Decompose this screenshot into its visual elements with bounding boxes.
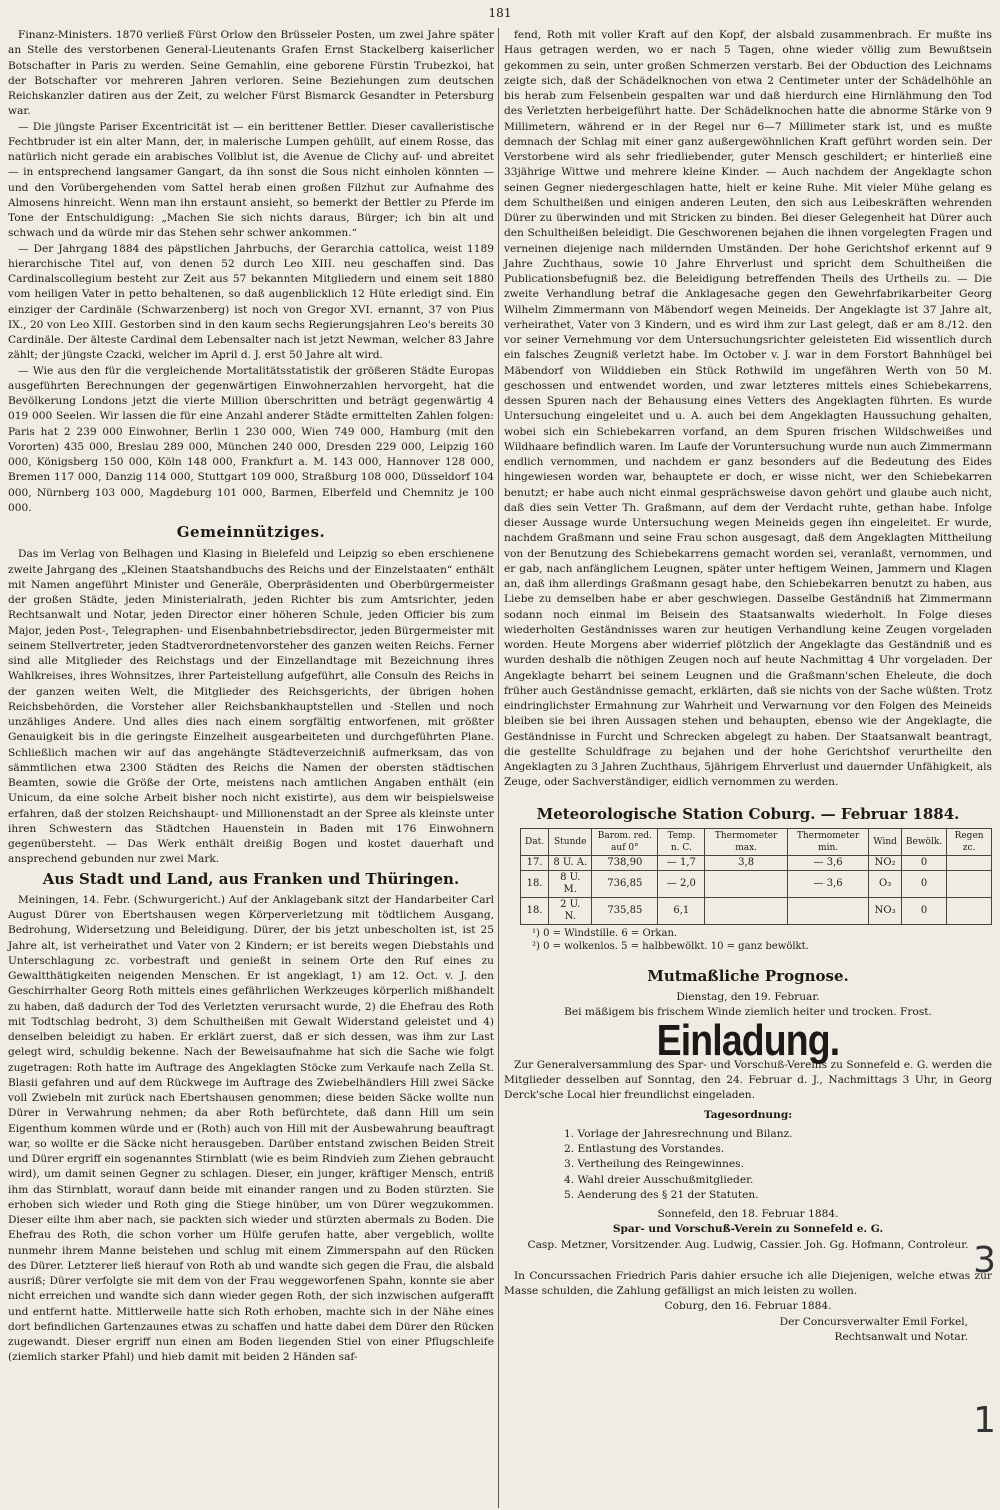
invitation-organization: Spar- und Vorschuß-Verein zu Sonnefeld e. G. <box>612 1223 884 1236</box>
table-cell: 3,8 <box>705 855 787 870</box>
table-cell: — 2,0 <box>658 870 705 897</box>
article-meiningen: Meiningen, 14. Febr. (Schwurgericht.) Auf der Anklagebank sitzt der Handarbeiter Carl August Dürer von Ebertshausen wegen Körperverletzung mit tödtlichem Ausgang, Bedrohung, Widersetzung und Beleidigung. Dürer, der bis jetzt unbescholten ist, ist 25 Jahre alt, ist verheirathet und Vater von 2 Kindern; er ist bereits wegen Diebstahls und Unterschlagung zc. vorbestraft und genießt in seinem Orte den Ruf eines zu Gewaltthätigkeiten neigenden Menschen. Er ist angeklagt, 1) am 12. Oct. v. J. den Geschirrhalter Georg Roth mittels eines gefährlichen Werkzeuges körperlich mißhandelt zu haben, daß dadurch der Tod des Verletzten verursacht wurde, 2) die Ehefrau des Roth mit Todtschlag bedroht, 3) dem Schultheißen mit Gewalt Widerstand geleistet und 4) denselben beleidigt zu haben. Er erklärt zuerst, daß er sich dessen, was ihm zur Last gelegt wird, schuldig bekenne. Nach der Beweisaufnahme hat sich die Sache wie folgt zugetragen: Roth hatte im Auftrage des Angeklagten Stöcke zum Verkaufe nach Zella St. Blasii gefahren und auf dem Rückwege im Auftrage des Zwiebelhändlers Hill zwei Säcke voll Zwiebeln mit zurück nach Ebertshausen genommen; diese beiden Säcke wollte nun Dürer in Verwahrung nehmen; da aber Roth befürchtete, daß dann Hill um sein Eigenthum kommen würde und er (Roth) auch von Hill mit der Ausbewahrung beauftragt war, so wollte er die Säcke nicht herausgeben. Darüber entstand zwischen Beiden Streit und Dürer ergriff ein sogenanntes Stirnblatt (wie es beim Rindvieh zum Ziehen gebraucht wird), um damit seinen Gegner zu schlagen. Dieser, ein junger, kräftiger Mensch, entriß ihm das Stirnblatt, worauf dann beide mit einander rangen und zu Boden stürzten. Sie erhoben sich wieder und Roth ging die Stiege hinüber, um von Dürer wegzukommen. Dieser eilte ihm aber nach, sie packten sich wieder und stürzten abermals zu Boden. Die Ehefrau des Roth, die schon vorher um Hülfe gerufen hatte, aber vergeblich, wollte nunmehr ihrem Manne beistehen und schlug mit einem Zimmerspahn auf den Rücken des Dürer. Letzterer ließ hierauf von Roth ab und wandte sich gegen die Frau, die alsbald ausriß; Dürer verfolgte sie mit dem von der Frau weggeworfenen Spahn, konnte sie aber nicht erreichen und wandte sich dann wieder gegen Roth, der sich inzwischen aufgerafft und entfernt hatte. Mittlerweile hatte sich Roth erhoben, machte sich in der Nähe eines dort befindlichen Gartenzaunes etwas zu schaffen und hatte dabei dem Dürer den Rücken zugewandt. Dieser ergriff nun einen am Boden liegenden Stiel von einer Pflugschleife (ziemlich starker Pfahl) und hieb damit mit beiden 2 Händen saf- <box>8 893 494 1364</box>
article-meiningen-continued: fend, Roth mit voller Kraft auf den Kopf, der alsbald zusammenbrach. Er mußte ins Haus getragen werden, wo er nach 5 Tagen, ohne wieder völlig zum Bewußtsein gekommen zu sein, unter großen Schmerzen verstarb. Bei der Obduction des Leichnams zeigte sich, daß der Schädelknochen von etwa 2 Centimeter unter der Schädelhöhle an bis herab zum Felsenbein gespalten war und daß hierdurch eine Hirnlähmung den Tod des Verletzten herbeigeführt hatte. Der Schädelknochen hatte die abnorme Stärke von 9 Millimetern, während er in der Regel nur 6—7 Millimeter stark ist, und es mußte demnach der Schlag mit einer ganz außergewöhnlichen Kraft geführt worden sein. Der Verstorbene wird als sehr friedliebender, guter Mensch geschildert; er hinterließ eine 33jährige Wittwe und mehrere kleine Kinder. — Auch nachdem der Angeklagte schon seinen Gegner niedergeschlagen hatte, hielt er keine Ruhe. Mit vieler Mühe gelang es dem Schultheißen und einigen anderen Leuten, den sich aus Leibeskräften wehrenden Dürer zu überwinden und mit Stricken zu binden. Bei dieser Gelegenheit hat Dürer auch den Schultheißen beleidigt. Die Geschworenen bejahen die ihnen vorgelegten Fragen und verneinen diejenige nach mildernden Umständen. Der hohe Gerichtshof erkennt auf 9 Jahre Zuchthaus, sowie 10 Jahre Ehrverlust und spricht dem Schultheißen die Publicationsbefugniß bez. die Beleidigung betreffenden Theils des Urtheils zu. — Die zweite Verhandlung betraf die Anklagesache gegen den Gewehrfabrikarbeiter Georg Wilhelm Zimmermann von Mäbendorf wegen Meineids. Der Angeklagte ist 37 Jahre alt, verheirathet, Vater von 3 Kindern, und es wird ihm zur Last gelegt, daß er am 8./12. den vor seiner Vernehmung vor dem Untersuchungsrichter geleisteten Eid wissentlich durch ein falsches Zeugniß verletzt habe. Im October v. J. war in dem Forstort Bahnhügel bei Mäbendorf von Wilddieben ein Stück Rothwild im ungefähren Werth von 50 M. geschossen und entwendet worden, und zwar letzteres mittels eines Schiebekarrens, dessen Spuren nach der Behausung eines Vetters des Angeklagten führten. Es wurde Untersuchung eingeleitet und u. A. auch bei dem Angeklagten Haussuchung gehalten, wobei sich ein Schiebekarren vorfand, an dem Spuren frischen Wildschweißes und Wildhaare befindlich waren. Im Laufe der Voruntersuchung wurde nun auch Zimmermann endlich vernommen, und nachdem er ganz besonders auf die Bedeutung des Eides hingewiesen worden war, behauptete er doch, er wisse nicht, wer den Schiebekarren benutzt; er habe auch nicht einmal gesprächsweise davon gehört und glaube auch nicht, daß dies sein Vetter Th. Graßmann, auf dem der Verdacht ruhte, gethan habe. Infolge dieser Aussage wurde Untersuchung wegen Meineids gegen ihn eingeleitet. Er wurde, nachdem Graßmann und seine Frau schon ausgesagt, daß dem Angeklagten Mittheilung von der Benutzung des Schiebekarrens gemacht worden sei, veranlaßt, vernommen, und er gab, nach anfänglichem Leugnen, später unter heftigem Weinen, Jammern und Klagen an, daß ihm allerdings Graßmann gesagt habe, den Schiebekarren benutzt zu haben, aus Liebe zu demselben habe er aber geschwiegen. Dasselbe Geständniß hat Zimmermann sodann noch einmal im Beisein des Staatsanwalts wiederholt. In Folge dieses wiederholten Geständnisses waren zur heutigen Verhandlung keine Zeugen vorgeladen worden. Heute Morgens aber widerrief plötzlich der Angeklagte das Geständniß und es wurden deshalb die nöthigen Zeugen noch auf heute Nachmittag 4 Uhr vorgeladen. Der Angeklagte beharrt bei seinem Leugnen und die Graßmann'schen Eheleute, die doch früher auch Geständnisse gemacht, erklärten, daß sie nichts von der Sache wüßten. Trotz eindringlichster Ermahnung zur Wahrheit und Verwarnung vor den Folgen des Meineids bleiben sie bei ihren Aussagen stehen und behaupten, ebenso wie der Angeklagte, die Geständnisse in Furcht und Schrecken abgelegt zu haben. Der Staatsanwalt beantragt, die gestellte Schuldfrage zu bejahen und der hohe Gerichtshof verurtheilte den Angeklagten zu 3 Jahren Zuchthaus, 5jährigem Ehrverlust und dauernder Unfähigkeit, als Zeuge, oder Sachverständiger, eidlich vernommen zu werden. <box>504 29 992 789</box>
weather-col-header: Temp. n. C. <box>658 828 705 855</box>
table-cell: 736,85 <box>592 870 658 897</box>
table-cell: 6,1 <box>658 897 705 924</box>
table-row <box>521 870 992 897</box>
table-cell: 0 <box>901 870 946 897</box>
article-orlow: Finanz-Ministers. 1870 verließ Fürst Orlow den Brüsseler Posten, um zwei Jahre später an Stelle des verstorbenen General-Lieutenants Grafen Ernst Stackelberg kaiserlicher Botschafter in Paris zu werden. Seine Gemahlin, eine geborene Fürstin Trubezkoi, hat der Botschafter vor mehreren Jahren verloren. Seine Beziehungen zum deutschen Reichskanzler datiren aus der Zeit, zu welcher Fürst Bismarck Gesandter in Petersburg war. <box>8 29 494 118</box>
table-cell <box>705 870 787 897</box>
table-cell: — 3,6 <box>787 870 869 897</box>
weather-col-header: Bewölk. <box>901 828 946 855</box>
table-cell <box>947 855 992 870</box>
list-item: 4. Wahl dreier Ausschußmitglieder. <box>564 1173 754 1186</box>
table-cell: 8 U. M. <box>549 870 592 897</box>
bankruptcy-notice: In Concurssachen Friedrich Paris dahier ersuche ich alle Diejenigen, welche etwas zur Masse schulden, die Zahlung gefälligst an mich leisten zu wollen. <box>504 1269 992 1297</box>
prognosis-text: Bei mäßigem bis frischem Winde ziemlich heiter und trocken. Frost. <box>564 1006 932 1019</box>
column-divider <box>498 28 499 1508</box>
weather-table-header <box>521 828 992 855</box>
table-cell: 2 U. N. <box>549 897 592 924</box>
table-cell: NO₃ <box>869 897 902 924</box>
table-cell: 18. <box>521 870 549 897</box>
table-cell: 18. <box>521 897 549 924</box>
table-row <box>521 855 992 870</box>
table-cell: O₃ <box>869 870 902 897</box>
list-item: 1. Vorlage der Jahresrechnung und Bilanz. <box>564 1127 793 1140</box>
article-staatshandbuch: Das im Verlag von Belhagen und Klasing in Bielefeld und Leipzig so eben erschienene zweite Jahrgang des „Kleinen Staatshandbuchs des Reichs und der Einzelstaaten“ enthält mit Namen angeführt Minister und Generäle, Oberpräsidenten und Oberbürgermeister der großen Städte, jeden Ministerialrath, jeden Richter bis zum Amtsrichter, jeden Rechtsanwalt und Notar, jeden Director einer höheren Schule, jeden Officier bis zum Major, jeden Post-, Telegraphen- und Eisenbahnbetriebsdirector, jeden Bürgermeister mit seinem Stellvertreter, jeden Stadtverordnetenvorsteher des ganzen weiten Reichs. Ferner sind alle Mitglieder des Reichstags und der Einzellandtage mit Bezeichnung ihres Wahlkreises, ihres Wohnsitzes, ihrer Parteistellung aufgeführt, alle Consuln des Reichs in der ganzen weiten Welt, die Mitglieder des Reichsgerichts, der übrigen hohen Reichsbehörden, die Vorsteher aller Reichsbankhauptstellen und -Stellen und noch unzähliges Andere. Und alles dies nach einem sorgfältig entworfenen, mit größter Genauigkeit bis in die geringste Einzelheit ausgearbeiteten und durchgeführten Plane. Schließlich machen wir auf das angehängte Städteverzeichniß aufmerksam, das von sämmtlichen etwa 2300 Städten des Reichs die Namen der obersten städtischen Beamten, sowie die Größe der Orte, meistens nach amtlichen Angaben enthält (ein Unicum, da eine solche Arbeit bisher noch nicht existirte), aus dem wir beispielsweise erfahren, daß der stolzen Reichshaupt- und Millionenstadt an der Spree als kleinste unter ihren Schwestern das Städtchen Hauenstein in Baden mit 176 Einwohnern gegenübersteht. — Das Werk enthält dreißig Bogen und kostet dauerhaft und ansprechend gebunden nur zwei Mark. <box>8 548 494 866</box>
invitation-board-names: Casp. Metzner, Vorsitzender. Aug. Ludwig, Cassier. Joh. Gg. Hofmann, Controleur. <box>527 1238 969 1251</box>
article-mortality: — Wie aus den für die vergleichende Mortalitätsstatistik der größeren Städte Europas ausgeführten Berechnungen der gegenwärtigen Einwohnerzahlen hervorgeht, hat die Bevölkerung Londons jetzt die vierte Million überschritten und beträgt gegenwärtig 4 019 000 Seelen. Wir lassen die für eine Anzahl anderer Städte ermittelten Zahlen folgen: Paris hat 2 239 000 Einwohner, Berlin 1 230 000, Wien 749 000, Hamburg (mit den Vororten) 435 000, Breslau 289 000, München 240 000, Dresden 229 000, Leipzig 160 000, Königsberg 150 000, Köln 148 000, Frankfurt a. M. 143 000, Hannover 128 000, Bremen 117 000, Danzig 114 000, Stuttgart 109 000, Straßburg 108 000, Düsseldorf 104 000, Nürnberg 103 000, Magdeburg 101 000, Barmen, Elberfeld und Chemnitz je 100 000. <box>8 364 494 514</box>
table-cell: NO₂ <box>869 855 902 870</box>
weather-col-header: Barom. red. auf 0° <box>592 828 658 855</box>
weather-col-header: Regen zc. <box>947 828 992 855</box>
bankruptcy-date: Coburg, den 16. Februar 1884. <box>664 1300 832 1313</box>
invitation-heading: Einladung. <box>656 1015 840 1065</box>
table-cell: 8 U. A. <box>549 855 592 870</box>
article-yearbook: — Der Jahrgang 1884 des päpstlichen Jahrbuchs, der Gerarchia cattolica, weist 1189 hierarchische Titel auf, von denen 52 durch Leo XIII. neu geschaffen sind. Das Cardinalscollegium besteht zur Zeit aus 57 bekannten Mitgliedern und einem seit 1880 vom heiligen Vater in petto behaltenen, so daß augenblicklich 12 Hüte erledigt sind. Ein einziger der Cardinäle (Schwarzenberg) ist noch von Gregor XVI. ernannt, 37 von Pius IX., 20 von Leo XIII. Gestorben sind in den kaum sechs Regierungsjahren Leo's bereits 30 Cardinäle. Der älteste Cardinal dem Lebensalter nach ist jetzt Newman, welcher 83 Jahre zählt; der jüngste Czacki, welcher im April d. J. erst 50 Jahre alt wird. <box>8 242 494 362</box>
section-heading-gemeinnuetziges: Gemeinnütziges. <box>176 523 326 541</box>
margin-pencil-mark: 3 <box>973 1240 996 1281</box>
prognosis-title: Mutmaßliche Prognose. <box>647 966 849 985</box>
table-cell <box>705 897 787 924</box>
table-cell: 735,85 <box>592 897 658 924</box>
margin-pencil-mark: 1 <box>973 1400 996 1441</box>
bankruptcy-signature: Der Concursverwalter Emil Forkel, <box>779 1315 968 1328</box>
article-beggar: — Die jüngste Pariser Excentricität ist — ein berittener Bettler. Dieser cavalleristische Fechtbruder ist ein alter Mann, der, in malerische Lumpen gehüllt, auf einem Rosse, das natürlich nicht gerade ein arabisches Vollblut ist, die Avenue de Clichy auf- und abreitet — in entsprechend langsamer Gangart, da ihn sonst die Sous nicht einholen könnten — und den Vorübergehenden vom Sattel herab einen großen Filzhut zur Aufnahme des Almosens hinreicht. Wenn man ihn erstaunt ansieht, so bemerkt der Bettler zu Pferde im Tone der Entschuldigung: „Machen Sie sich nichts daraus, Bürger; ich bin alt und schwach und da würde mir das Stehen sehr schwer ankommen.“ <box>8 120 494 240</box>
invitation-text: Zur Generalversammlung des Spar- und Vorschuß-Vereins zu Sonnefeld e. G. werden die Mitglieder desselben auf Sonntag, den 24. Februar d. J., Nachmittags 3 Uhr, in Georg Derck'sche Local hier freundlichst eingeladen. <box>504 1058 992 1102</box>
weather-station-title: Meteorologische Station Coburg. — Februar 1884. <box>536 804 960 823</box>
table-cell: — 3,6 <box>787 855 869 870</box>
table-cell: 17. <box>521 855 549 870</box>
weather-col-header: Thermometer min. <box>787 828 869 855</box>
section-heading-stadt-land: Aus Stadt und Land, aus Franken und Thüringen. <box>42 869 460 888</box>
list-item: 5. Aenderung des § 21 der Statuten. <box>564 1188 759 1201</box>
weather-legend-cloud: ²) 0 = wolkenlos. 5 = halbbewölkt. 10 = ganz bewölkt. <box>532 940 809 952</box>
left-column <box>8 28 494 1366</box>
weather-col-header: Thermometer max. <box>705 828 787 855</box>
agenda-list <box>564 1127 992 1203</box>
weather-col-header: Wind <box>869 828 902 855</box>
list-item: 2. Entlastung des Vorstandes. <box>564 1143 725 1155</box>
weather-legend-wind: ¹) 0 = Windstille. 6 = Orkan. <box>532 927 678 939</box>
table-row <box>521 897 992 924</box>
table-cell: 738,90 <box>592 855 658 870</box>
agenda-title: Tagesordnung: <box>703 1108 793 1121</box>
table-cell: 0 <box>901 897 946 924</box>
prognosis-day: Dienstag, den 19. Februar. <box>676 991 820 1003</box>
table-cell <box>947 897 992 924</box>
table-cell: — 1,7 <box>658 855 705 870</box>
weather-col-header: Stunde <box>549 828 592 855</box>
page-number: 181 <box>488 6 512 20</box>
weather-table <box>520 828 992 925</box>
invitation-date: Sonnefeld, den 18. Februar 1884. <box>657 1208 839 1220</box>
list-item: 3. Vertheilung des Reingewinnes. <box>564 1158 744 1171</box>
table-cell: 0 <box>901 855 946 870</box>
table-cell <box>787 897 869 924</box>
table-cell <box>947 870 992 897</box>
weather-col-header: Dat. <box>521 828 549 855</box>
bankruptcy-signature-title: Rechtsanwalt und Notar. <box>834 1330 968 1343</box>
right-column <box>504 28 992 1345</box>
